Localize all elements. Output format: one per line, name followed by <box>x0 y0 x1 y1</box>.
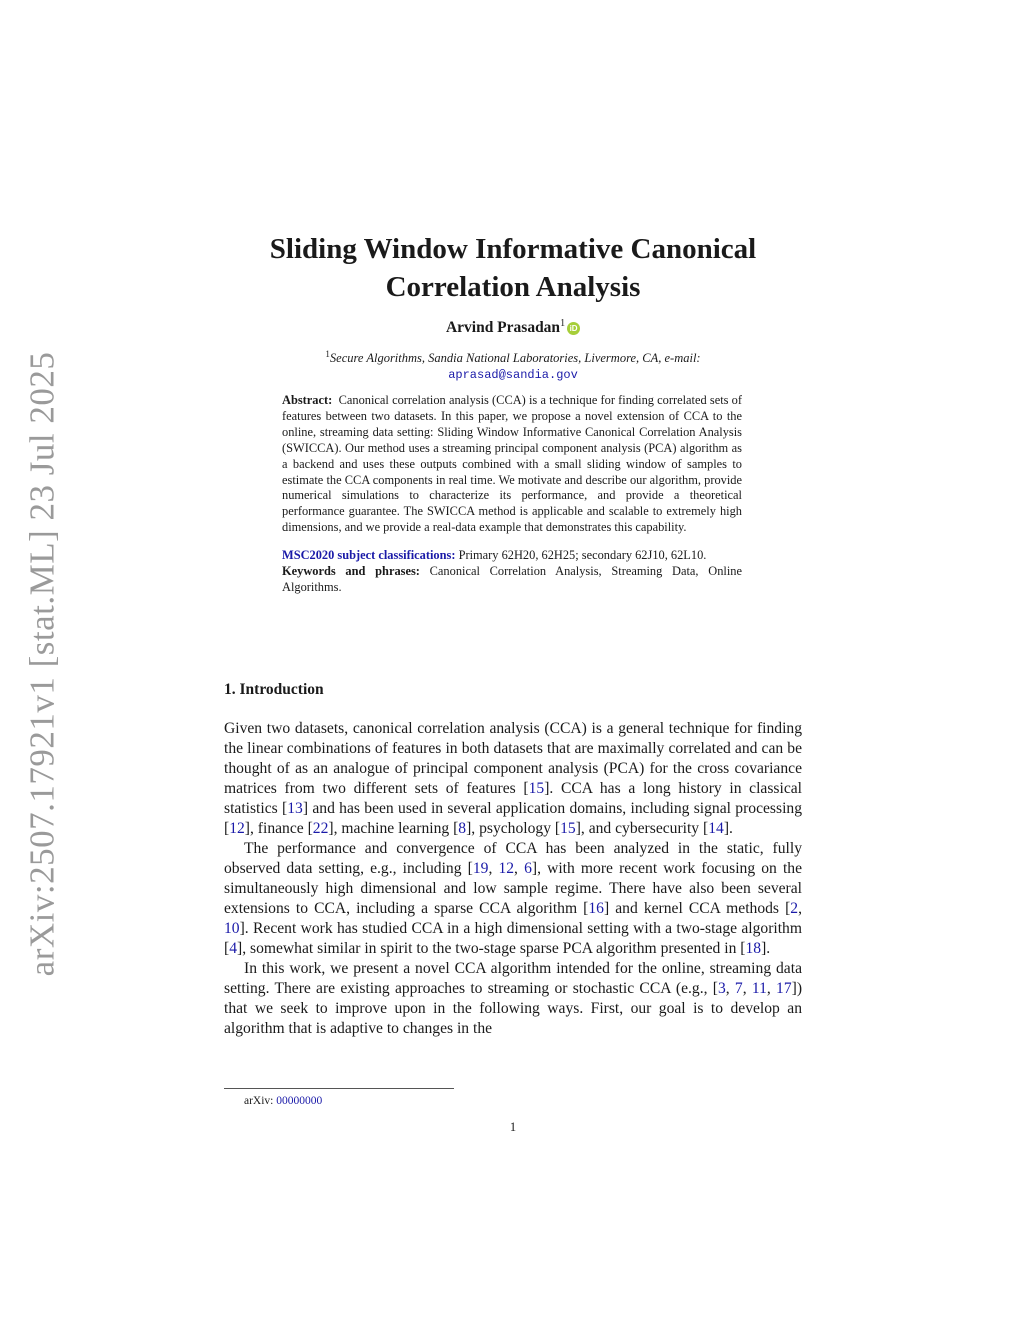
citation-link[interactable]: 14 <box>708 820 724 837</box>
citation-link[interactable]: 15 <box>560 820 576 837</box>
affiliation <box>224 346 802 383</box>
author-line <box>224 318 802 337</box>
abstract-block <box>282 393 742 596</box>
citation-link[interactable]: 12 <box>229 820 245 837</box>
abstract-paragraph <box>282 393 742 536</box>
page-number: 1 <box>509 1120 517 1134</box>
author-affil-mark: 1 <box>560 318 566 329</box>
abstract-text: Canonical correlation analysis (CCA) is a technique for finding correlated sets of features between two datasets. In this paper, we propose a novel extension of CCA to the online, streaming data setting: Sliding Window Informative Canonical Correlation Analysis (SWICCA). Our method uses a streaming principal component analysis (PCA) algorithm as a backend and uses these outputs combined with a small sliding window of samples to estimate the CCA components in real time. We motivate and describe our algorithm, provide numerical simulations to characterize its performance, and provide a theoretical performance guarantee. The SWICCA method is applicable and scalable to extremely high dimensions, and we provide a real-data example that demonstrates this capability. <box>282 393 742 535</box>
arxiv-identifier: arXiv:2507.17921v1 [stat.ML] 23 Jul 2025 <box>22 351 61 977</box>
arxiv-footnote-link[interactable]: 00000000 <box>276 1095 323 1107</box>
arxiv-side-stamp <box>12 351 72 977</box>
citation-link[interactable]: 2 <box>790 900 799 917</box>
intro-paragraph: In this work, we present a novel CCA algorithm intended for the online, streaming data setting. There are existing approaches to streaming or stochastic CCA (e.g., [3, 7, 11, 17]) that we seek to improve upon in the following ways. First, our goal is to develop an algorithm that is adaptive to changes in the <box>224 960 803 1037</box>
msc-classifications <box>282 548 742 564</box>
orcid-icon[interactable]: iD <box>567 322 580 335</box>
paper-title <box>224 230 802 306</box>
keywords-label: Keywords and phrases: <box>282 564 420 579</box>
citation-link[interactable]: 17 <box>776 980 792 997</box>
msc-text: Primary 62H20, 62H25; secondary 62J10, 62L10. <box>458 548 707 563</box>
citation-link[interactable]: 3 <box>717 980 726 997</box>
citation-link[interactable]: 16 <box>588 900 604 917</box>
author-name: Arvind Prasadan <box>445 319 561 337</box>
introduction-body <box>224 719 802 1039</box>
citation-link[interactable]: 15 <box>528 780 545 797</box>
affil-text: Secure Algorithms, Sandia National Laboratories, Livermore, CA, e-mail: <box>329 351 701 366</box>
footnote-label: arXiv: <box>244 1095 274 1107</box>
intro-paragraph: The performance and convergence of CCA has been analyzed in the static, fully observed data setting, e.g., including [19, 12, 6], with more recent work focusing on the simultaneously high dimensional and low sample regime. There have also been several extensions to CCA, including a sparse CCA algorithm [16] and kernel CCA methods [2, 10]. Recent work has studied CCA in a high dimensional setting with a two-stage algorithm [4], somewhat similar in spirit to the two-stage sparse PCA algorithm presented in [18]. <box>224 840 803 957</box>
title-line-2: Correlation Analysis <box>385 271 641 303</box>
footnote-divider <box>224 1088 454 1089</box>
citation-link[interactable]: 19 <box>472 860 489 877</box>
author-email-link[interactable]: aprasad@sandia.gov <box>448 368 578 383</box>
citation-link[interactable]: 6 <box>524 860 532 877</box>
keywords-text: Canonical Correlation Analysis, Streaming Data, Online Algorithms. <box>282 564 742 594</box>
citation-link[interactable]: 7 <box>734 980 743 997</box>
affil-mark: 1 <box>325 349 330 359</box>
footnote <box>244 1095 322 1107</box>
section-heading: 1. Introduction <box>224 681 324 698</box>
citation-link[interactable]: 22 <box>312 820 329 837</box>
citation-link[interactable]: 11 <box>751 980 767 997</box>
citation-link[interactable]: 18 <box>745 940 762 957</box>
title-line-1: Sliding Window Informative Canonical <box>269 233 757 265</box>
citation-link[interactable]: 4 <box>229 940 237 957</box>
citation-link[interactable]: 10 <box>224 920 240 937</box>
abstract-label: Abstract: <box>282 393 333 407</box>
citation-link[interactable]: 12 <box>498 860 515 877</box>
keywords <box>282 564 742 596</box>
citation-link[interactable]: 13 <box>287 800 303 817</box>
msc-link[interactable]: MSC2020 subject classifications: <box>282 548 456 563</box>
intro-paragraph: Given two datasets, canonical correlation analysis (CCA) is a general technique for finding the linear combinations of features in both datasets that are maximally correlated and can be thought of as an analogue of principal component analysis (PCA) for the cross covariance matrices from two different sets of features [15]. CCA has a long history in classical statistics [13] and has been used in several application domains, including signal processing [12], finance [22], machine learning [8], psychology [15], and cybersecurity [14]. <box>224 720 802 837</box>
citation-link[interactable]: 8 <box>458 820 467 837</box>
